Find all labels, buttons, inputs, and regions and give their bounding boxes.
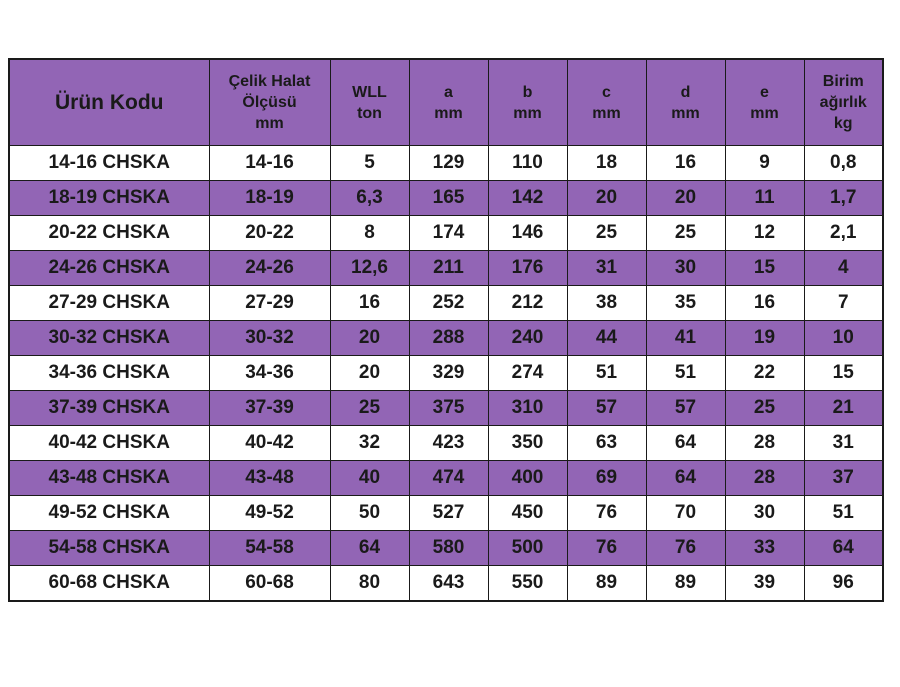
column-header-line: mm <box>255 115 284 132</box>
cell-dim-d: 25 <box>646 216 725 251</box>
cell-dim-a: 329 <box>409 356 488 391</box>
cell-dim-e: 19 <box>725 321 804 356</box>
cell-dim-c: 44 <box>567 321 646 356</box>
cell-unit-weight: 4 <box>804 251 883 286</box>
cell-rope-size: 54-58 <box>209 531 330 566</box>
cell-dim-b: 350 <box>488 426 567 461</box>
column-header-line: ton <box>357 104 382 122</box>
cell-dim-a: 474 <box>409 461 488 496</box>
cell-rope-size: 18-19 <box>209 181 330 216</box>
cell-wll: 20 <box>330 356 409 391</box>
cell-rope-size: 24-26 <box>209 251 330 286</box>
cell-product-code: 27-29 CHSKA <box>9 286 209 321</box>
cell-product-code: 43-48 CHSKA <box>9 461 209 496</box>
column-header-unit-weight <box>804 59 883 146</box>
cell-unit-weight: 7 <box>804 286 883 321</box>
table-row <box>9 251 883 286</box>
cell-wll: 50 <box>330 496 409 531</box>
cell-dim-d: 76 <box>646 531 725 566</box>
cell-dim-c: 51 <box>567 356 646 391</box>
column-header-line: kg <box>833 115 853 132</box>
table-row <box>9 391 883 426</box>
column-header-line: mm <box>592 104 621 122</box>
cell-dim-e: 22 <box>725 356 804 391</box>
cell-dim-c: 89 <box>567 566 646 602</box>
cell-rope-size: 20-22 <box>209 216 330 251</box>
cell-dim-a: 252 <box>409 286 488 321</box>
cell-dim-d: 64 <box>646 426 725 461</box>
cell-wll: 32 <box>330 426 409 461</box>
cell-dim-a: 527 <box>409 496 488 531</box>
cell-unit-weight: 64 <box>804 531 883 566</box>
cell-dim-b: 110 <box>488 146 567 181</box>
column-header-line: b <box>522 83 533 101</box>
cell-dim-e: 12 <box>725 216 804 251</box>
cell-dim-e: 28 <box>725 426 804 461</box>
cell-rope-size: 30-32 <box>209 321 330 356</box>
cell-rope-size: 49-52 <box>209 496 330 531</box>
cell-dim-d: 57 <box>646 391 725 426</box>
cell-dim-e: 16 <box>725 286 804 321</box>
cell-rope-size: 34-36 <box>209 356 330 391</box>
cell-dim-a: 423 <box>409 426 488 461</box>
cell-dim-e: 9 <box>725 146 804 181</box>
cell-dim-c: 25 <box>567 216 646 251</box>
table-row <box>9 566 883 602</box>
column-header-line: ağırlık <box>819 94 867 111</box>
cell-rope-size: 60-68 <box>209 566 330 602</box>
cell-dim-a: 211 <box>409 251 488 286</box>
cell-dim-c: 76 <box>567 531 646 566</box>
cell-dim-b: 400 <box>488 461 567 496</box>
cell-unit-weight: 51 <box>804 496 883 531</box>
cell-dim-d: 89 <box>646 566 725 602</box>
cell-unit-weight: 37 <box>804 461 883 496</box>
cell-product-code: 18-19 CHSKA <box>9 181 209 216</box>
cell-dim-d: 20 <box>646 181 725 216</box>
cell-wll: 12,6 <box>330 251 409 286</box>
cell-dim-d: 70 <box>646 496 725 531</box>
cell-dim-a: 174 <box>409 216 488 251</box>
column-header-line: Ölçüsü <box>242 94 297 111</box>
cell-product-code: 14-16 CHSKA <box>9 146 209 181</box>
table-row <box>9 216 883 251</box>
cell-wll: 25 <box>330 391 409 426</box>
cell-dim-b: 500 <box>488 531 567 566</box>
table-row <box>9 146 883 181</box>
table-row <box>9 496 883 531</box>
product-spec-table <box>8 58 884 602</box>
cell-dim-e: 15 <box>725 251 804 286</box>
table-row <box>9 321 883 356</box>
cell-dim-b: 550 <box>488 566 567 602</box>
cell-unit-weight: 96 <box>804 566 883 602</box>
cell-dim-c: 69 <box>567 461 646 496</box>
cell-wll: 80 <box>330 566 409 602</box>
cell-product-code: 49-52 CHSKA <box>9 496 209 531</box>
column-header-line: d <box>680 83 691 101</box>
cell-dim-c: 18 <box>567 146 646 181</box>
cell-product-code: 34-36 CHSKA <box>9 356 209 391</box>
table-row <box>9 181 883 216</box>
cell-dim-b: 142 <box>488 181 567 216</box>
column-header-line: mm <box>434 104 463 122</box>
cell-dim-d: 30 <box>646 251 725 286</box>
table-row <box>9 461 883 496</box>
column-header-line: Ürün Kodu <box>55 91 164 114</box>
cell-unit-weight: 21 <box>804 391 883 426</box>
cell-dim-c: 76 <box>567 496 646 531</box>
cell-dim-c: 63 <box>567 426 646 461</box>
cell-dim-a: 375 <box>409 391 488 426</box>
table-header <box>9 59 883 146</box>
cell-dim-e: 28 <box>725 461 804 496</box>
cell-wll: 8 <box>330 216 409 251</box>
cell-dim-b: 240 <box>488 321 567 356</box>
cell-dim-d: 35 <box>646 286 725 321</box>
cell-wll: 16 <box>330 286 409 321</box>
cell-dim-c: 38 <box>567 286 646 321</box>
table-row <box>9 356 883 391</box>
column-header-wll <box>330 59 409 146</box>
cell-unit-weight: 1,7 <box>804 181 883 216</box>
cell-dim-e: 25 <box>725 391 804 426</box>
cell-rope-size: 14-16 <box>209 146 330 181</box>
column-header-dim-a <box>409 59 488 146</box>
cell-dim-e: 11 <box>725 181 804 216</box>
cell-product-code: 24-26 CHSKA <box>9 251 209 286</box>
cell-unit-weight: 15 <box>804 356 883 391</box>
cell-unit-weight: 31 <box>804 426 883 461</box>
cell-rope-size: 27-29 <box>209 286 330 321</box>
column-header-dim-e <box>725 59 804 146</box>
cell-product-code: 54-58 CHSKA <box>9 531 209 566</box>
cell-unit-weight: 10 <box>804 321 883 356</box>
cell-wll: 64 <box>330 531 409 566</box>
column-header-line: mm <box>671 104 700 122</box>
column-header-line: Çelik Halat <box>228 73 311 90</box>
cell-dim-b: 310 <box>488 391 567 426</box>
cell-rope-size: 37-39 <box>209 391 330 426</box>
column-header-rope-size <box>209 59 330 146</box>
table-body <box>9 146 883 602</box>
cell-unit-weight: 0,8 <box>804 146 883 181</box>
column-header-product-code <box>9 59 209 146</box>
cell-dim-b: 212 <box>488 286 567 321</box>
column-header-dim-c <box>567 59 646 146</box>
cell-unit-weight: 2,1 <box>804 216 883 251</box>
cell-dim-a: 165 <box>409 181 488 216</box>
cell-dim-b: 146 <box>488 216 567 251</box>
cell-dim-d: 41 <box>646 321 725 356</box>
cell-dim-a: 643 <box>409 566 488 602</box>
cell-product-code: 40-42 CHSKA <box>9 426 209 461</box>
cell-dim-e: 33 <box>725 531 804 566</box>
table-row <box>9 426 883 461</box>
header-row <box>9 59 883 146</box>
cell-dim-b: 450 <box>488 496 567 531</box>
cell-dim-d: 51 <box>646 356 725 391</box>
cell-dim-d: 64 <box>646 461 725 496</box>
column-header-dim-b <box>488 59 567 146</box>
cell-dim-b: 274 <box>488 356 567 391</box>
cell-dim-c: 31 <box>567 251 646 286</box>
cell-dim-c: 57 <box>567 391 646 426</box>
cell-rope-size: 43-48 <box>209 461 330 496</box>
column-header-line: c <box>602 83 611 101</box>
cell-product-code: 20-22 CHSKA <box>9 216 209 251</box>
cell-wll: 5 <box>330 146 409 181</box>
cell-dim-c: 20 <box>567 181 646 216</box>
cell-product-code: 37-39 CHSKA <box>9 391 209 426</box>
cell-dim-e: 39 <box>725 566 804 602</box>
column-header-line: mm <box>513 104 542 122</box>
column-header-line: e <box>760 83 769 101</box>
cell-rope-size: 40-42 <box>209 426 330 461</box>
column-header-line: WLL <box>352 83 387 101</box>
column-header-line: Birim <box>822 73 864 90</box>
cell-product-code: 60-68 CHSKA <box>9 566 209 602</box>
table-row <box>9 531 883 566</box>
cell-product-code: 30-32 CHSKA <box>9 321 209 356</box>
column-header-line: mm <box>750 104 779 122</box>
cell-dim-a: 288 <box>409 321 488 356</box>
cell-dim-a: 580 <box>409 531 488 566</box>
column-header-dim-d <box>646 59 725 146</box>
cell-wll: 40 <box>330 461 409 496</box>
cell-dim-b: 176 <box>488 251 567 286</box>
cell-dim-e: 30 <box>725 496 804 531</box>
column-header-line: a <box>444 83 453 101</box>
cell-dim-a: 129 <box>409 146 488 181</box>
cell-wll: 6,3 <box>330 181 409 216</box>
cell-dim-d: 16 <box>646 146 725 181</box>
cell-wll: 20 <box>330 321 409 356</box>
table-row <box>9 286 883 321</box>
